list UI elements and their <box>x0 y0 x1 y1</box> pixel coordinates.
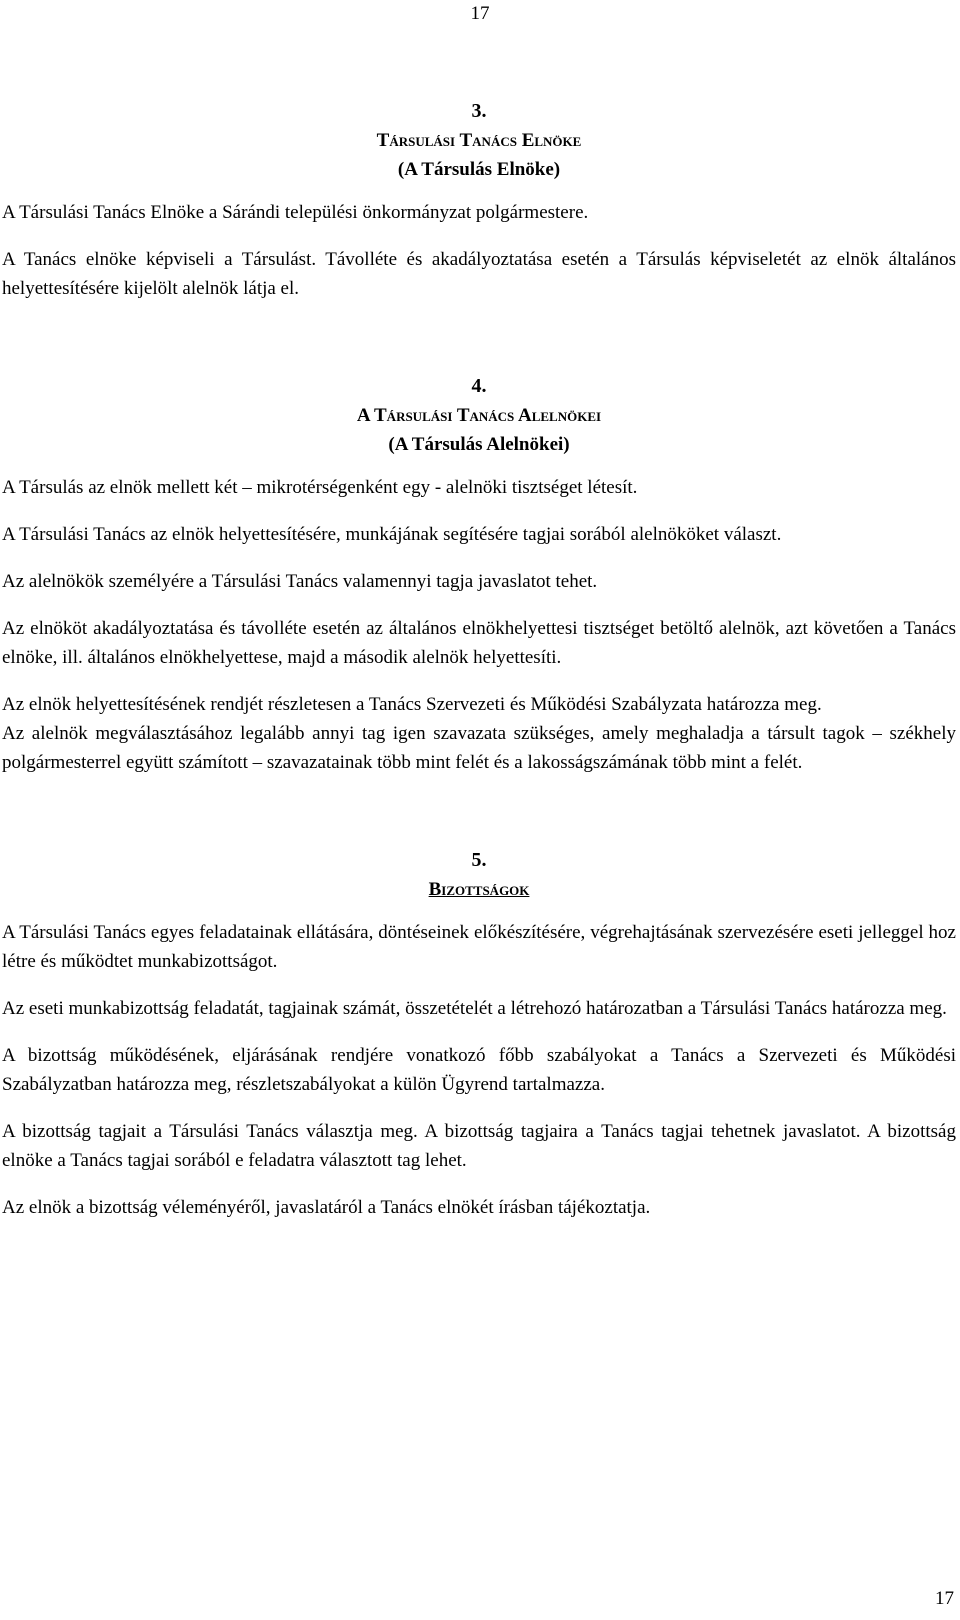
section-3-title: Társulási Tanács Elnöke <box>376 130 582 151</box>
section-4-paragraph: Az elnököt akadályoztatása és távolléte esetén az általános elnökhelyettesi tisztséget betöltő alelnök, azt követően a Tanács elnöke, ill. általános elnökhelyettese, majd a második alelnök helyettesíti. <box>2 618 956 668</box>
section-4-paragraph: Az elnök helyettesítésének rendjét részletesen a Tanács Szervezeti és Működési Szabályzata határozza meg. <box>2 694 822 715</box>
section-5-number: 5. <box>471 849 487 871</box>
page-number-bottom: 17 <box>935 1588 954 1609</box>
section-5 <box>2 846 956 1222</box>
section-5-title: Bizottságok <box>428 879 530 900</box>
document-body <box>0 97 960 1222</box>
section-4 <box>2 372 956 777</box>
section-4-paragraph: A Társulás az elnök mellett két – mikrotérségenként egy - alelnöki tisztséget létesít. <box>2 477 638 498</box>
section-5-paragraph: Az elnök a bizottság véleményéről, javaslatáról a Tanács elnökét írásban tájékoztatja. <box>2 1197 651 1218</box>
section-3-paragraph: A Tanács elnöke képviseli a Társulást. Távolléte és akadályoztatása esetén a Társulás képviseletét az elnök általános helyettesítésére kijelölt alelnök látja el. <box>2 249 956 299</box>
section-4-paragraph: Az alelnökök személyére a Társulási Tanács valamennyi tagja javaslatot tehet. <box>2 571 598 592</box>
section-5-paragraph: A bizottság tagjait a Társulási Tanács választja meg. A bizottság tagjaira a Tanács tagjai tehetnek javaslatot. A bizottság elnöke a Tanács tagjai sorából e feladatra választott tag lehet. <box>2 1121 956 1171</box>
section-5-paragraph: A Társulási Tanács egyes feladatainak ellátására, döntéseinek előkészítésére, végrehajtásának szervezésére eseti jelleggel hoz létre és működtet munkabizottságot. <box>2 922 956 972</box>
section-4-subtitle: (A Társulás Alelnökei) <box>388 434 570 455</box>
page-number-top: 17 <box>470 3 490 24</box>
section-3-subtitle: (A Társulás Elnöke) <box>397 159 561 180</box>
section-3-number: 3. <box>471 100 487 122</box>
section-4-paragraph: A Társulási Tanács az elnök helyettesítésére, munkájának segítésére tagjai sorából alelnököket választ. <box>2 524 782 545</box>
section-4-number: 4. <box>471 375 487 397</box>
section-3-paragraph: A Társulási Tanács Elnöke a Sárándi települési önkormányzat polgármestere. <box>2 202 589 223</box>
section-4-paragraph: Az alelnök megválasztásához legalább annyi tag igen szavazata szükséges, amely meghaladja a társult tagok – székhely polgármesterrel együtt számított – szavazatainak több mint felét és a lakosságszámának több mint a felét. <box>2 723 956 773</box>
section-3 <box>2 97 956 303</box>
section-4-title: A Társulási Tanács Alelnökei <box>356 405 602 426</box>
section-5-paragraph: A bizottság működésének, eljárásának rendjére vonatkozó főbb szabályokat a Tanács a Szervezeti és Működési Szabályzatban határozza meg, részletszabályokat a külön Ügyrend tartalmazza. <box>2 1045 956 1095</box>
section-5-paragraph: Az eseti munkabizottság feladatát, tagjainak számát, összetételét a létrehozó határozatban a Társulási Tanács határozza meg. <box>2 998 947 1019</box>
